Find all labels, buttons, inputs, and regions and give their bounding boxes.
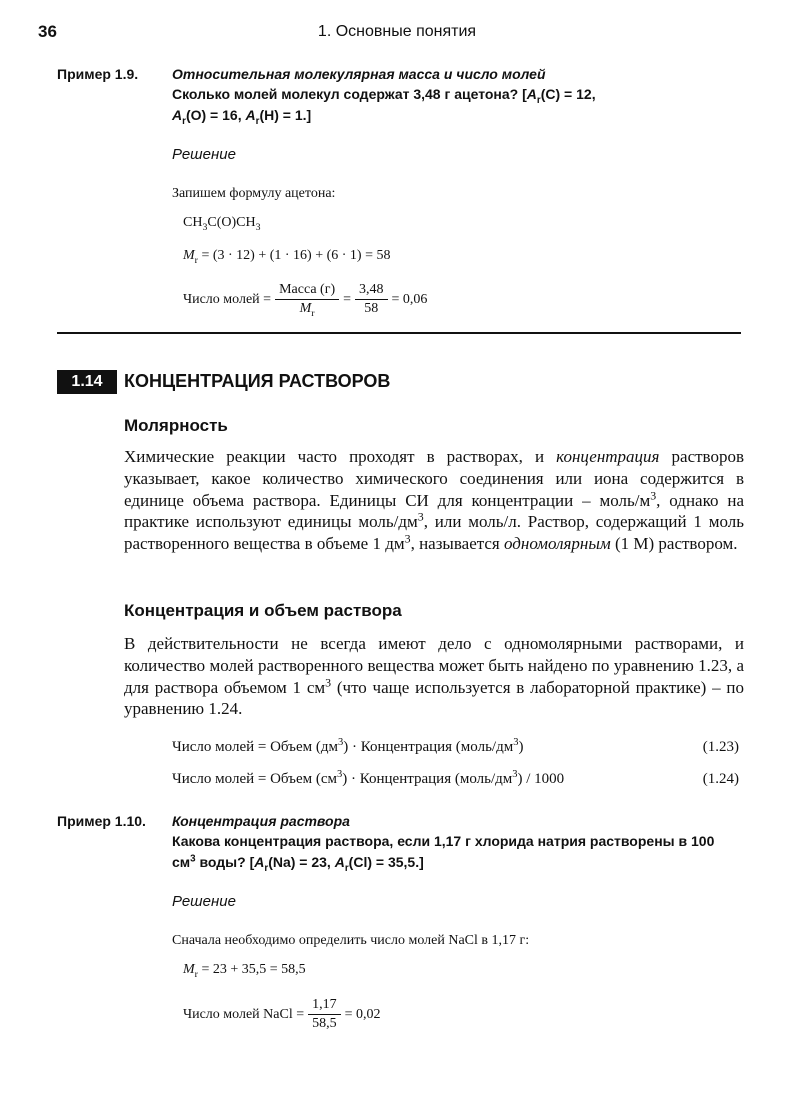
solution-label-1: Решение <box>172 146 236 163</box>
running-title: 1. Основные понятия <box>317 23 477 40</box>
moles-acetone-equation: Число молей = $\frac{\text{Масса (г)}}{M_r}$ = $\frac{3,48}{58}$ = 0,06 <box>183 282 428 319</box>
fraction-value: $\frac{3,48}{58}$ <box>355 282 388 317</box>
molarity-heading: Молярность <box>124 416 228 435</box>
example-1-9-question-line2: $A_r(O) = 16$, $A_r(H) = 1$.] <box>172 107 312 127</box>
example-1-9-question-line1: Сколько молей молекул содержат 3,48 г ацетона? [$A_r(C) = 12$, <box>172 86 596 106</box>
equation-1-23: Число молей = Объем $(дм^3)$ · Концентрация $(моль/дм^3)$ (1.23) <box>172 737 739 755</box>
section-divider <box>57 332 741 334</box>
section-title: КОНЦЕНТРАЦИЯ РАСТВОРОВ <box>124 371 391 391</box>
example-1-10-title: Концентрация раствора <box>172 813 350 829</box>
page-number: 36 <box>38 22 57 41</box>
example-1-10-question: Какова концентрация раствора, если 1,17 г хлорида натрия растворены в 100 $см^3$ воды? [$A_r(Na) = 23$, $A_r(Cl) = 35,5$.] <box>172 833 715 874</box>
concentration-volume-heading: Концентрация и объем раствора <box>124 601 402 620</box>
moles-nacl-equation: Число молей NaCl = $\frac{1,17}{58,5}$ = 0,02 <box>183 997 381 1031</box>
equation-number-1-24: (1.24) <box>702 771 739 787</box>
example-1-9-intro: Запишем формулу ацетона: <box>172 186 336 201</box>
example-1-9-label: Пример 1.9. <box>57 66 139 82</box>
concentration-volume-paragraph: В действительности не всегда имеют дело с одномолярными растворами, и количество молей растворенного вещества может быть найдено по уравнению 1.23, а для раствора объемом 1 $см^3$ (что чаще используется в лабораторной практике) – по уравнению 1.24. <box>124 634 744 719</box>
fraction-mass-over-mr: $\frac{\text{Масса (г)}}{M_r}$ <box>275 282 339 317</box>
example-1-10-label: Пример 1.10. <box>57 813 146 829</box>
equation-1-24: Число молей = Объем $(см^3)$ · Концентрация $(моль/дм^3) / 1000$ (1.24) <box>172 769 739 787</box>
solution-label-2: Решение <box>172 893 236 910</box>
example-1-9-title: Относительная молекулярная масса и число молей <box>172 66 546 82</box>
mr-nacl: $M_r = 23 + 35,5 = 58,5$ <box>183 962 306 980</box>
example-1-10-intro: Сначала необходимо определить число молей NaCl в 1,17 г: <box>172 933 530 948</box>
equation-number-1-23: (1.23) <box>702 739 739 755</box>
molarity-paragraph: Химические реакции часто проходят в растворах, и концентрация растворов указывает, какое количество химического соединения или иона содержится в единице объема раствора. Единицы СИ для концентрации – моль/$м^3$, однако на практике используют единицы моль/$дм^3$, или моль/л. Раствор, содержащий 1 моль растворенного вещества в объеме 1 $дм^3$, называется одномолярным (1 M) раствором. <box>124 447 745 554</box>
fraction-nacl: $\frac{1,17}{58,5}$ <box>308 997 341 1032</box>
section-number: 1.14 <box>57 370 117 394</box>
mr-acetone: $M_r = (3 \cdot 12) + (1 \cdot 16) + (6 \cdot 1) = 58$ <box>183 248 391 266</box>
acetone-formula: $CH_3C(O)CH_3$ <box>183 215 261 233</box>
